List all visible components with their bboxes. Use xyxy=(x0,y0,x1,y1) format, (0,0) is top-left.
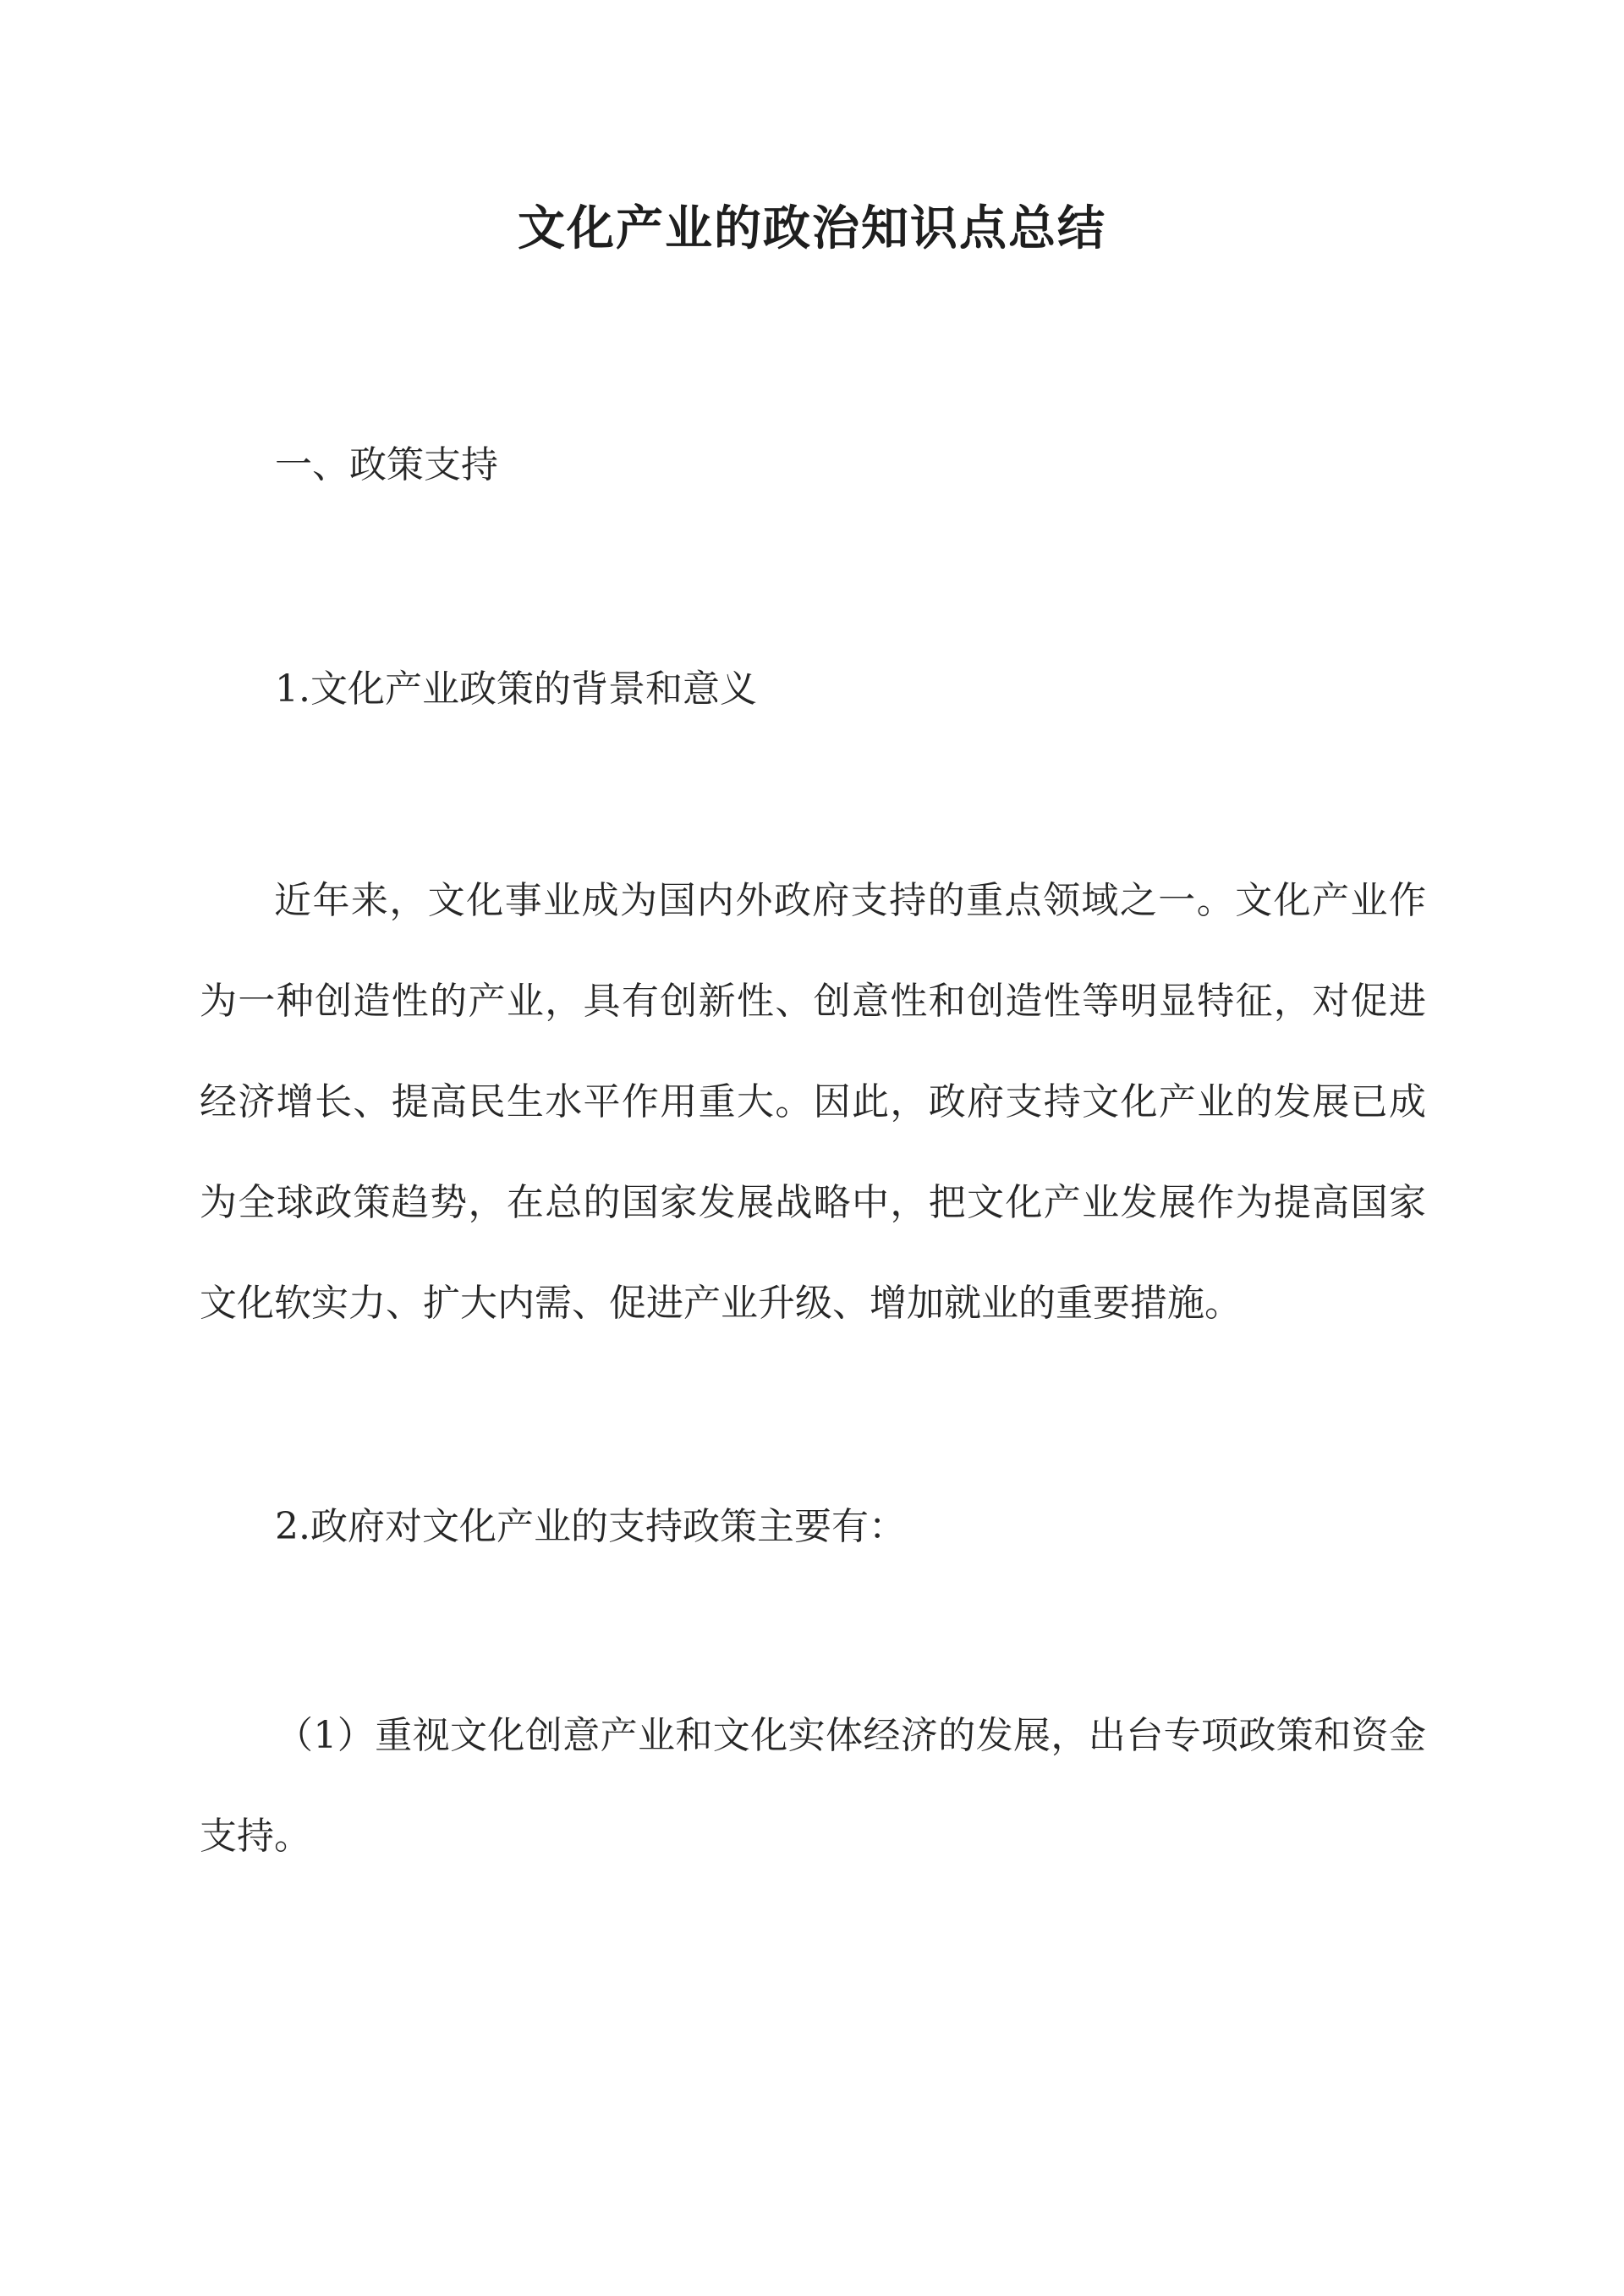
subheading-policy-background: 1.文化产业政策的背景和意义 xyxy=(275,667,757,711)
section-heading-policy-support: 一、政策支持 xyxy=(275,443,498,486)
paragraph-policy-point-1: （1）重视文化创意产业和文化实体经济的发展，出台专项政策和资金支持。 xyxy=(200,1714,1426,1858)
paragraph-policy-background: 近年来，文化事业成为国内外政府支持的重点领域之一。文化产业作为一种创造性的产业，具有创新性、创意性和创造性等明显特征，对促进经济增长、提高民生水平作用重大。因此，政府支持文化产业的发展已成为全球政策趋势，在总的国家发展战略中，把文化产业发展作为提高国家文化软实力、扩大内需、促进产业升级、增加就业的重要措施。 xyxy=(200,879,1426,1325)
document-title: 文化产业的政治知识点总结 xyxy=(518,200,1106,256)
subheading-government-policies: 2.政府对文化产业的支持政策主要有： xyxy=(275,1505,906,1548)
